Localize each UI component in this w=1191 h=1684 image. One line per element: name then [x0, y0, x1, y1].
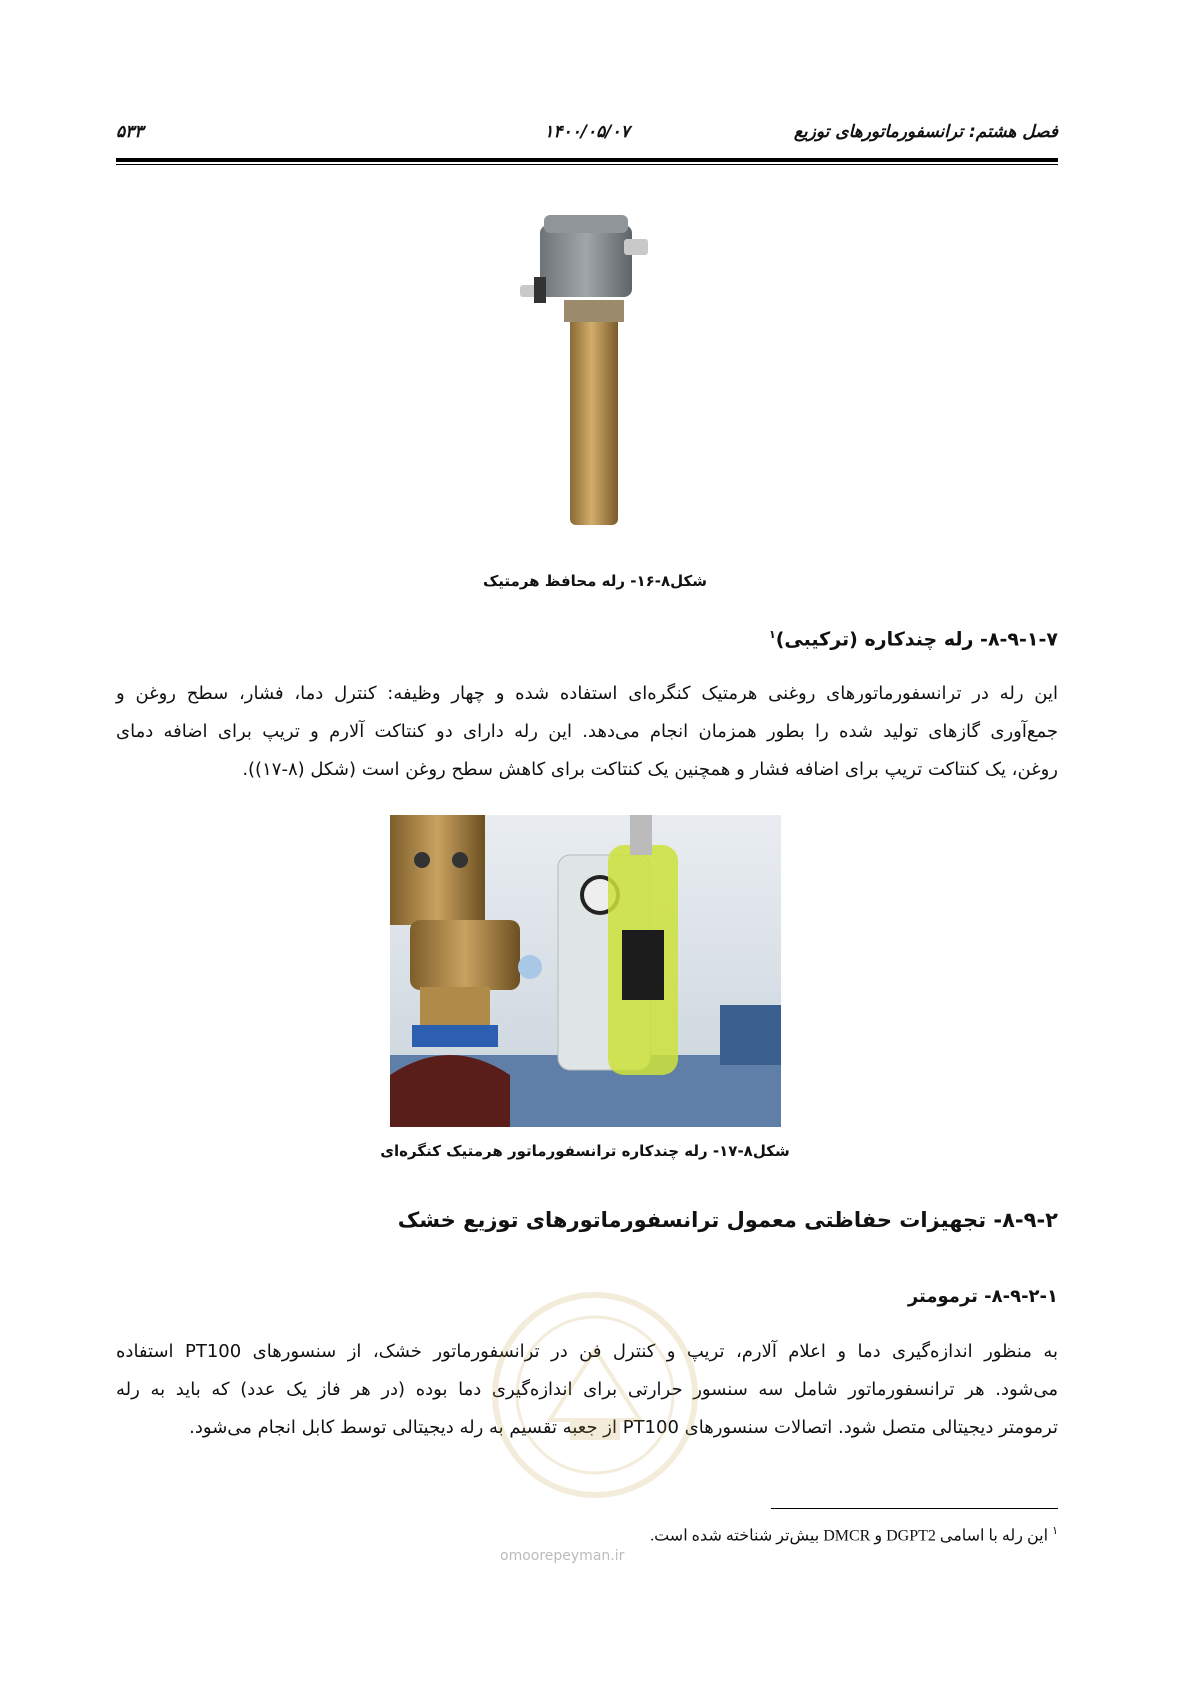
- header-rule-thick: [116, 158, 1058, 162]
- header-date: ۱۴۰۰/۰۵/۰۷: [544, 122, 630, 142]
- paragraph-line: این رله در ترانسفورماتورهای روغنی هرمتیک کنگره‌ای استفاده شده و چهار وظیفه: کنترل دما، فشار، سطح روغن و: [116, 683, 1058, 704]
- footnote-rule: [771, 1508, 1058, 1509]
- section-heading-8-9-1-7: [769, 628, 1058, 650]
- watermark-seal: [490, 1290, 700, 1500]
- page-number: ۵۳۳: [116, 122, 144, 142]
- paragraph-line: ترمومتر دیجیتالی متصل شود. اتصالات سنسورهای PT100 از جعبه تقسیم به رله دیجیتالی توسط کابل انجام می‌شود.: [189, 1417, 1058, 1438]
- section-heading-8-9-2: ۸-۹-۲- تجهیزات حفاظتی معمول ترانسفورماتورهای توزیع خشک: [397, 1208, 1058, 1232]
- paragraph-line: به منظور اندازه‌گیری دما و اعلام آلارم، تریپ و کنترل فن در ترانسفورماتور خشک، از سنسورهای PT100 استفاده: [116, 1341, 1058, 1362]
- section-heading-text: ۸-۹-۱-۷- رله چندکاره (ترکیبی): [775, 628, 1058, 651]
- figure17-caption: شکل۸-۱۷- رله چندکاره ترانسفورماتور هرمتیک کنگره‌ای: [380, 1142, 790, 1160]
- footnote-text: این رله با اسامی DGPT2 و DMCR بیش‌تر شناخته شده است.: [650, 1527, 1049, 1545]
- watermark-site: omoorepeyman.ir: [500, 1548, 625, 1564]
- footnote-ref: ۱: [769, 628, 776, 641]
- paragraph-multifunction-relay: [116, 675, 1058, 789]
- paragraph-line: روغن، یک کنتاکت تریپ برای اضافه فشار و همچنین یک کنتاکت برای کاهش سطح روغن است (شکل (۸-۱۷)).: [242, 759, 1058, 780]
- hermetic-relay-photo: [520, 215, 660, 535]
- multifunction-relay-photo: [390, 815, 781, 1127]
- chapter-title: فصل هشتم: ترانسفورماتورهای توزیع: [793, 122, 1058, 142]
- header-rule-thin: [116, 164, 1058, 165]
- footnote: [650, 1524, 1058, 1545]
- paragraph-line: جمع‌آوری گازهای تولید شده را بطور همزمان انجام می‌دهد. این رله دارای دو کنتاکت آلارم و تریپ برای اضافه دمای: [116, 721, 1058, 742]
- section-heading-8-9-2-1: ۸-۹-۲-۱- ترمومتر: [907, 1286, 1058, 1307]
- paragraph-line: می‌شود. هر ترانسفورماتور شامل سه سنسور حرارتی برای اندازه‌گیری دما بوده (در هر فاز یک عدد) که باید به رله: [116, 1379, 1058, 1400]
- page-header: [116, 120, 1058, 148]
- footnote-marker: ۱: [1052, 1525, 1058, 1537]
- figure16-caption: شکل۸-۱۶- رله محافظ هرمتیک: [482, 572, 708, 590]
